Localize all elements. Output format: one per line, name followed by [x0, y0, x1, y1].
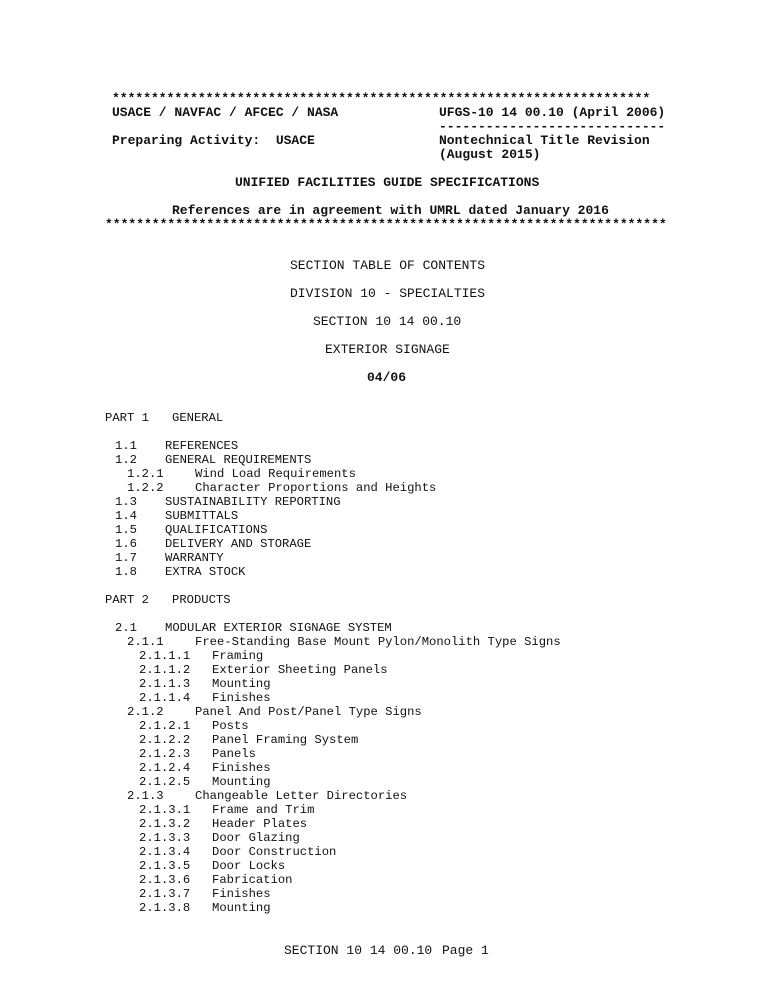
toc-item-num: 2.1.2.4	[139, 761, 191, 775]
toc-item-num: 2.1.1.2	[139, 663, 191, 677]
toc-item-num: 2.1.2	[127, 705, 164, 719]
toc-item-title: Mounting	[212, 901, 271, 915]
toc-item-num: 1.2.1	[127, 467, 164, 481]
toc-item-title: REFERENCES	[165, 439, 239, 453]
toc-item-num: 1.1	[115, 439, 137, 453]
toc-item-num: 1.8	[115, 565, 137, 579]
toc-item-title: Fabrication	[212, 873, 293, 887]
toc-item-title: Finishes	[212, 691, 271, 705]
references-note: References are in agreement with UMRL dated January 2016	[172, 203, 609, 218]
toc-item-title: Panel Framing System	[212, 733, 359, 747]
ufgs-id: UFGS-10 14 00.10 (April 2006)	[439, 105, 666, 120]
toc-item-title: Panels	[212, 747, 256, 761]
toc-item-num: 1.6	[115, 537, 137, 551]
toc-item-num: 2.1.1	[127, 635, 164, 649]
revision-line1: Nontechnical Title Revision	[439, 133, 650, 148]
toc-item-title: Character Proportions and Heights	[195, 481, 437, 495]
toc-item-num: 1.2	[115, 453, 137, 467]
toc-item-num: 2.1.3.2	[139, 817, 191, 831]
toc-item-title: Posts	[212, 719, 249, 733]
toc-item-title: QUALIFICATIONS	[165, 523, 268, 537]
toc-item-num: 2.1	[115, 621, 137, 635]
toc-item-num: 1.3	[115, 495, 137, 509]
toc-part-2-title: PRODUCTS	[172, 593, 231, 607]
toc-item-num: 2.1.2.3	[139, 747, 191, 761]
guide-title: UNIFIED FACILITIES GUIDE SPECIFICATIONS	[235, 175, 540, 190]
toc-item-num: 2.1.3.3	[139, 831, 191, 845]
toc-item-title: Header Plates	[212, 817, 308, 831]
toc-item-num: 2.1.3.6	[139, 873, 191, 887]
date-code: 04/06	[367, 370, 407, 385]
toc-item-title: SUBMITTALS	[165, 509, 239, 523]
toc-item-num: 2.1.3.7	[139, 887, 191, 901]
agencies: USACE / NAVFAC / AFCEC / NASA	[112, 105, 339, 120]
footer-section-label: SECTION 10 14 00.10	[284, 943, 433, 958]
toc-item-num: 1.2.2	[127, 481, 164, 495]
toc-item-title: Exterior Sheeting Panels	[212, 663, 388, 677]
toc-item-title: WARRANTY	[165, 551, 224, 565]
section-number: SECTION 10 14 00.10	[313, 314, 462, 329]
toc-item-title: Door Locks	[212, 859, 286, 873]
toc-item-title: Frame and Trim	[212, 803, 315, 817]
toc-item-title: Panel And Post/Panel Type Signs	[195, 705, 422, 719]
toc-item-title: Door Glazing	[212, 831, 300, 845]
revision-line2: (August 2015)	[439, 147, 541, 162]
toc-item-title: EXTRA STOCK	[165, 565, 246, 579]
toc-part-1-title: GENERAL	[172, 411, 224, 425]
toc-item-num: 2.1.1.4	[139, 691, 191, 705]
toc-item-num: 2.1.3.5	[139, 859, 191, 873]
dashes: -----------------------------	[439, 119, 666, 134]
toc-item-num: 2.1.3.1	[139, 803, 191, 817]
toc-item-num: 2.1.3.8	[139, 901, 191, 915]
toc-item-num: 1.4	[115, 509, 137, 523]
toc-item-title: GENERAL REQUIREMENTS	[165, 453, 312, 467]
toc-item-num: 2.1.2.5	[139, 775, 191, 789]
toc-item-num: 1.7	[115, 551, 137, 565]
stars-top: *********************************************************************	[112, 91, 651, 106]
toc-item-title: DELIVERY AND STORAGE	[165, 537, 312, 551]
toc-item-num: 2.1.2.2	[139, 733, 191, 747]
toc-item-title: Mounting	[212, 677, 271, 691]
toc-item-num: 2.1.1.1	[139, 649, 191, 663]
toc-item-title: Finishes	[212, 761, 271, 775]
toc-item-title: MODULAR EXTERIOR SIGNAGE SYSTEM	[165, 621, 392, 635]
toc-item-title: Finishes	[212, 887, 271, 901]
toc-title: SECTION TABLE OF CONTENTS	[290, 258, 486, 273]
toc-part-2-num: PART 2	[105, 593, 149, 607]
toc-item-title: Framing	[212, 649, 264, 663]
toc-item-num: 2.1.3	[127, 789, 164, 803]
preparing-activity: Preparing Activity: USACE	[112, 133, 315, 148]
toc-item-num: 2.1.2.1	[139, 719, 191, 733]
stars-bottom: ************************************************************************	[105, 217, 667, 232]
toc-item-title: Mounting	[212, 775, 271, 789]
toc-item-num: 2.1.1.3	[139, 677, 191, 691]
footer-page-label: Page 1	[442, 943, 489, 958]
toc-item-title: Free-Standing Base Mount Pylon/Monolith Type Signs	[195, 635, 561, 649]
division-title: DIVISION 10 - SPECIALTIES	[290, 286, 486, 301]
toc-item-title: SUSTAINABILITY REPORTING	[165, 495, 341, 509]
toc-item-title: Changeable Letter Directories	[195, 789, 408, 803]
toc-item-title: Wind Load Requirements	[195, 467, 356, 481]
toc-item-title: Door Construction	[212, 845, 337, 859]
toc-item-num: 2.1.3.4	[139, 845, 191, 859]
toc-item-num: 1.5	[115, 523, 137, 537]
section-title: EXTERIOR SIGNAGE	[325, 342, 450, 357]
toc-part-1-num: PART 1	[105, 411, 149, 425]
